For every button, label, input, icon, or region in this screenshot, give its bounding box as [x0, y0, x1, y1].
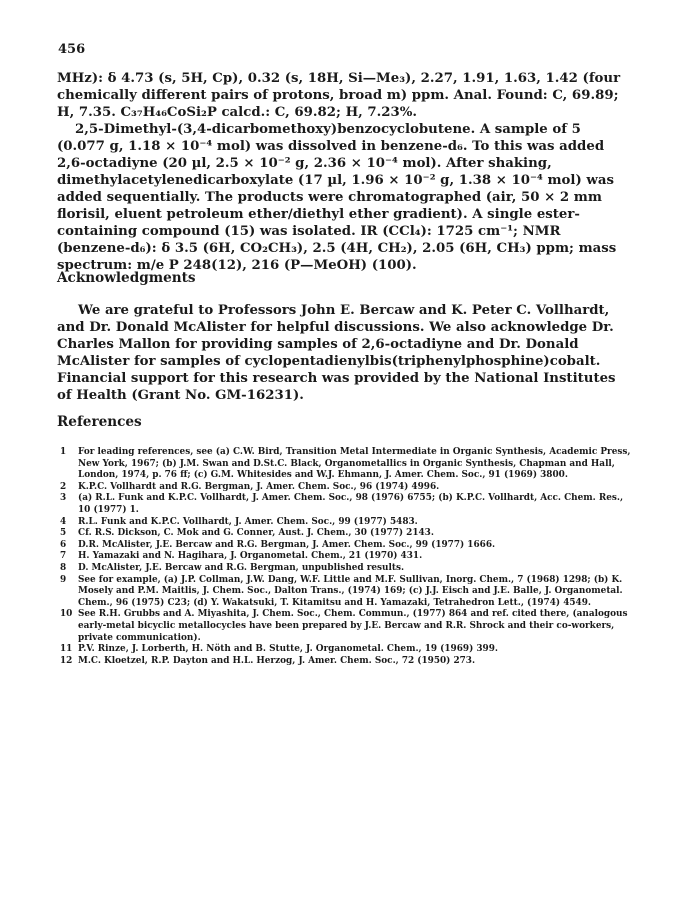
references-heading: References	[57, 414, 142, 430]
reference-text: Cf. R.S. Dickson, C. Mok and G. Conner, Aust. J. Chem., 30 (1977) 2143.	[78, 528, 434, 539]
reference-text: (a) R.L. Funk and K.P.C. Vollhardt, J. Amer. Chem. Soc., 98 (1976) 6755; (b) K.P.C. Vollhardt, Acc. Chem. Res., 10 (1977) 1.	[78, 493, 624, 515]
reference-text: P.V. Rinze, J. Lorberth, H. Nöth and B. Stutte, J. Organometal. Chem., 19 (1969) 399.	[78, 644, 498, 655]
reference-number: 5	[60, 528, 67, 539]
reference-item	[60, 644, 635, 656]
reference-number: 11	[60, 644, 73, 655]
paragraph-benzocyclobutene: 2,5-Dimethyl-(3,4-dicarbomethoxy)benzocyclobutene. A sample of 5 (0.077 g, 1.18 × 10⁻⁴ mol) was dissolved in benzene-d₆. To this was added 2,6-octadiyne (20 µl, 2.5 × 10⁻² g, 2.36 × 10⁻⁴ mol). After shaking, dimethylacetylenedicarboxylate (17 µl, 1.96 × 10⁻² g, 1.38 × 10⁻⁴ mol) was added sequentially. The products were chromatographed (air, 50 × 2 mm florisil, eluent petroleum ether/diethyl ether gradient). A single ester-containing compound (15) was isolated. IR (CCl₄): 1725 cm⁻¹; NMR (benzene-d₆): δ 3.5 (6H, CO₂CH₃), 2.5 (4H, CH₂), 2.05 (6H, CH₃) ppm; mass spectrum: m/e P 248(12), 216 (P—MeOH) (100).	[57, 122, 617, 273]
reference-number: 8	[60, 562, 67, 573]
reference-number: 2	[60, 481, 67, 492]
reference-item	[60, 528, 635, 540]
reference-item	[60, 540, 635, 552]
page-number: 456	[58, 42, 86, 57]
references-list	[60, 447, 635, 667]
reference-item	[60, 482, 635, 494]
reference-text: H. Yamazaki and N. Hagihara, J. Organometal. Chem., 21 (1970) 431.	[78, 551, 423, 562]
reference-text: D.R. McAlister, J.E. Bercaw and R.G. Bergman, J. Amer. Chem. Soc., 99 (1977) 1666.	[78, 539, 496, 550]
reference-item	[60, 551, 635, 563]
reference-text: See for example, (a) J.P. Collman, J.W. Dang, W.F. Little and M.F. Sullivan, Inorg. Chem., 7 (1968) 1298; (b) K. Mosely and P.M. Maitlis, J. Chem. Soc., Dalton Trans., (1974) 169; (c) J.J. Eisch and J.E. Balle, J. Organometal. Chem., 96 (1975) C23; (d) Y. Wakatsuki, T. Kitamitsu and H. Yamazaki, Tetrahedron Lett., (1974) 4549.	[78, 574, 623, 608]
reference-item	[60, 609, 635, 644]
reference-number: 12	[60, 655, 73, 666]
reference-number: 4	[60, 516, 67, 527]
reference-item	[60, 575, 635, 610]
acknowledgments-text: We are grateful to Professors John E. Bercaw and K. Peter C. Vollhardt, and Dr. Donald McAlister for helpful discussions. We also acknowledge Dr. Charles Mallon for providing samples of 2,6-octadiyne and Dr. Donald McAlister for samples of cyclopentadienylbis(triphenylphosphine)cobalt. Financial support for this research was provided by the National Institutes of Health (Grant No. GM-16231).	[57, 303, 616, 403]
paragraph-nmr-data: MHz): δ 4.73 (s, 5H, Cp), 0.32 (s, 18H, Si—Me₃), 2.27, 1.91, 1.63, 1.42 (four chemically different pairs of protons, broad m) ppm. Anal. Found: C, 69.89; H, 7.35. C₃₇H₄₆CoSi₂P calcd.: C, 69.82; H, 7.23%.	[57, 71, 621, 120]
reference-text: See R.H. Grubbs and A. Miyashita, J. Chem. Soc., Chem. Commun., (1977) 864 and ref. cited there, (analogous early-metal bicyclic metallocycles have been prepared by J.E. Bercaw and R.R. Shrock and their co-workers, private communication).	[78, 609, 628, 643]
reference-number: 10	[60, 609, 73, 620]
acknowledgments-heading: Acknowledgments	[57, 270, 196, 286]
reference-number: 9	[60, 574, 67, 585]
reference-item	[60, 447, 635, 482]
reference-item	[60, 493, 635, 516]
reference-text: K.P.C. Vollhardt and R.G. Bergman, J. Amer. Chem. Soc., 96 (1974) 4996.	[78, 481, 440, 492]
reference-number: 1	[60, 447, 67, 457]
reference-number: 3	[60, 493, 67, 504]
reference-number: 7	[60, 551, 67, 562]
reference-item	[60, 656, 635, 668]
reference-number: 6	[60, 539, 67, 550]
reference-text: M.C. Kloetzel, R.P. Dayton and H.L. Herzog, J. Amer. Chem. Soc., 72 (1950) 273.	[78, 655, 476, 666]
experimental-text	[57, 70, 632, 274]
reference-text: R.L. Funk and K.P.C. Vollhardt, J. Amer. Chem. Soc., 99 (1977) 5483.	[78, 516, 418, 527]
reference-text: For leading references, see (a) C.W. Bird, Transition Metal Intermediate in Organic Synthesis, Academic Press, New York, 1967; (b) J.M. Swan and D.St.C. Black, Organometallics in Organic Synthesis, Chapman and Hall, London, 1974, p. 76 ff; (c) G.M. Whitesides and W.J. Ehmann, J. Amer. Chem. Soc., 91 (1969) 3800.	[78, 447, 631, 481]
reference-item	[60, 517, 635, 529]
reference-item	[60, 563, 635, 575]
reference-text: D. McAlister, J.E. Bercaw and R.G. Bergman, unpublished results.	[78, 562, 405, 573]
